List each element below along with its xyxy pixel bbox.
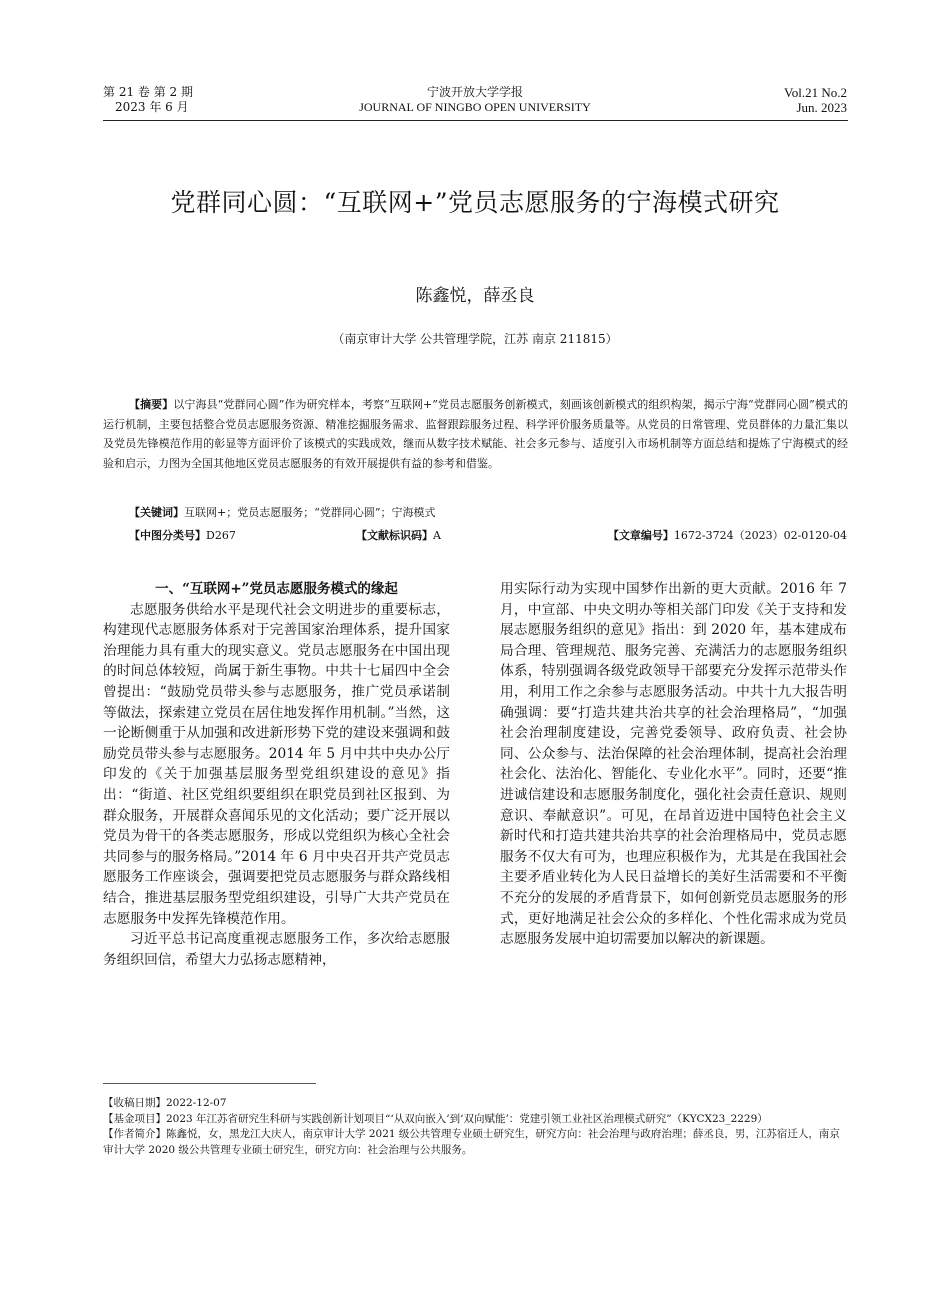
body-left-column (103, 579, 450, 970)
footnote-rule (103, 1083, 316, 1084)
header-rule (103, 120, 848, 121)
article-number-value: 1672-3724（2023）02-0120-04 (673, 529, 847, 542)
abstract (103, 395, 848, 473)
article-number-label: 【文章编号】 (607, 529, 674, 542)
article-number (608, 528, 847, 543)
body-paragraph: 用实际行动为实现中国梦作出新的更大贡献。2016 年 7 月，中宣部、中央文明办等相关部门印发《关于支持和发展志愿服务组织的意见》指出：到 2020 年，基本建成布局合理、管理规范、服务完善、充满活力的志愿服务组织体系，特别强调各级党政领导干部要充分发挥示范带头作用，利用工作之余参与志愿服务活动。中共十九大报告明确强调：要“打造共建共治共享的社会治理格局”，“加强社会治理制度建设，完善党委领导、政府负责、社会协同、公众参与、法治保障的社会治理体制，提高社会治理社会化、法治化、智能化、专业化水平”。同时，还要“推进诚信建设和志愿服务制度化，强化社会责任意识、规则意识、奉献意识”。可见，在昂首迈进中国特色社会主义新时代和打造共建共治共享的社会治理格局中，党员志愿服务不仅大有可为，也理应积极作为，尤其是在我国社会主要矛盾业转化为人民日益增长的美好生活需要和不平衡不充分的发展的矛盾背景下，如何创新党员志愿服务的形式，更好地满足社会公众的多样化、个性化需求成为党员志愿服务发展中迫切需要加以解决的新课题。 (500, 581, 847, 948)
journal-name-cn: 宁波开放大学学报 (426, 85, 523, 99)
keywords (129, 505, 435, 520)
footnotes (103, 1096, 848, 1158)
doc-code-label: 【文献标识码】 (356, 529, 433, 542)
affiliation: （南京审计大学 公共管理学院，江苏 南京 211815） (332, 332, 618, 346)
volume-issue: 第 21 卷 第 2 期 (103, 85, 193, 99)
fund-project: 【基金项目】2023 年江苏省研究生科研与实践创新计划项目“‘从双向嵌入’到‘双向赋能’：党建引领工业社区治理模式研究”（KYCX23_2229） (103, 1112, 768, 1125)
clc-label: 【中图分类号】 (129, 529, 206, 542)
vol-no: Vol.21 No.2 (784, 85, 847, 100)
keywords-label: 【关键词】 (129, 506, 184, 519)
body-paragraph: 习近平总书记高度重视志愿服务工作，多次给志愿服务组织回信，希望大力弘扬志愿精神， (103, 931, 450, 968)
paper-title: 党群同心圆：“互联网+”党员志愿服务的宁海模式研究 (170, 188, 780, 217)
body-right-column (500, 579, 847, 950)
journal-vol-en (784, 85, 847, 115)
abstract-text: 以宁海县“党群同心圆”作为研究样本，考察“互联网+”党员志愿服务创新模式，刻画该创新模式的组织构架，揭示宁海“党群同心圆”模式的运行机制，主要包括整合党员志愿服务资源、精准挖掘服务需求、监督跟踪服务过程、科学评价服务质量等。从党员的日常管理、党员群体的力量汇集以及党员先锋模范作用的彰显等方面评价了该模式的实践成效，继而从数字技术赋能、社会多元参与、适度引入市场机制等方面总结和提炼了宁海模式的经验和启示，力图为全国其他地区党员志愿服务的有效开展提供有益的参考和借鉴。 (103, 398, 848, 470)
authors: 陈鑫悦，薛丞良 (415, 286, 535, 306)
jun-year: Jun. 2023 (796, 100, 847, 115)
body-paragraph: 志愿服务供给水平是现代社会文明进步的重要标志，构建现代志愿服务体系对于完善国家治理体系，提升国家治理能力具有重大的现实意义。党员志愿服务在中国出现的时间总体较短，尚属于新生事物。中共十七届四中全会曾提出：“鼓励党员带头参与志愿服务，推广党员承诺制等做法，探索建立党员在居住地发挥作用机制。”当然，这一论断侧重于从加强和改进新形势下党的建设来强调和鼓励党员带头参与志愿服务。2014 年 5 月中共中央办公厅印发的《关于加强基层服务型党组织建设的意见》指出：“街道、社区党组织要组织在职党员到社区报到、为群众服务，开展群众喜闻乐见的文化活动；要广泛开展以党员为骨干的各类志愿服务，形成以党组织为核心全社会共同参与的服务格局。”2014 年 6 月中央召开共产党员志愿服务工作座谈会，强调要把党员志愿服务与群众路线相结合，推进基层服务型党组织建设，引导广大共产党员在志愿服务中发挥先锋模范作用。 (103, 601, 450, 927)
abstract-label: 【摘要】 (129, 398, 174, 411)
clc-value: D267 (206, 529, 236, 542)
document-code (356, 528, 441, 543)
clc-number (129, 528, 236, 543)
keywords-text: 互联网+；党员志愿服务；“党群同心圆”；宁海模式 (184, 506, 436, 519)
journal-name-en: JOURNAL OF NINGBO OPEN UNIVERSITY (359, 100, 591, 114)
author-bio: 【作者简介】陈鑫悦，女，黑龙江大庆人，南京审计大学 2021 级公共管理专业硕士研究生，研究方向：社会治理与政府治理；薛丞良，男，江苏宿迁人，南京审计大学 2020 级公共管理专业硕士研究生，研究方向：社会治理与公共服务。 (103, 1128, 840, 1156)
received-date: 【收稿日期】2022-12-07 (103, 1097, 227, 1109)
section-heading: 一、“互联网+”党员志愿服务模式的缘起 (155, 581, 398, 597)
issue-date: 2023 年 6 月 (115, 100, 189, 114)
doc-code-value: A (433, 529, 441, 542)
